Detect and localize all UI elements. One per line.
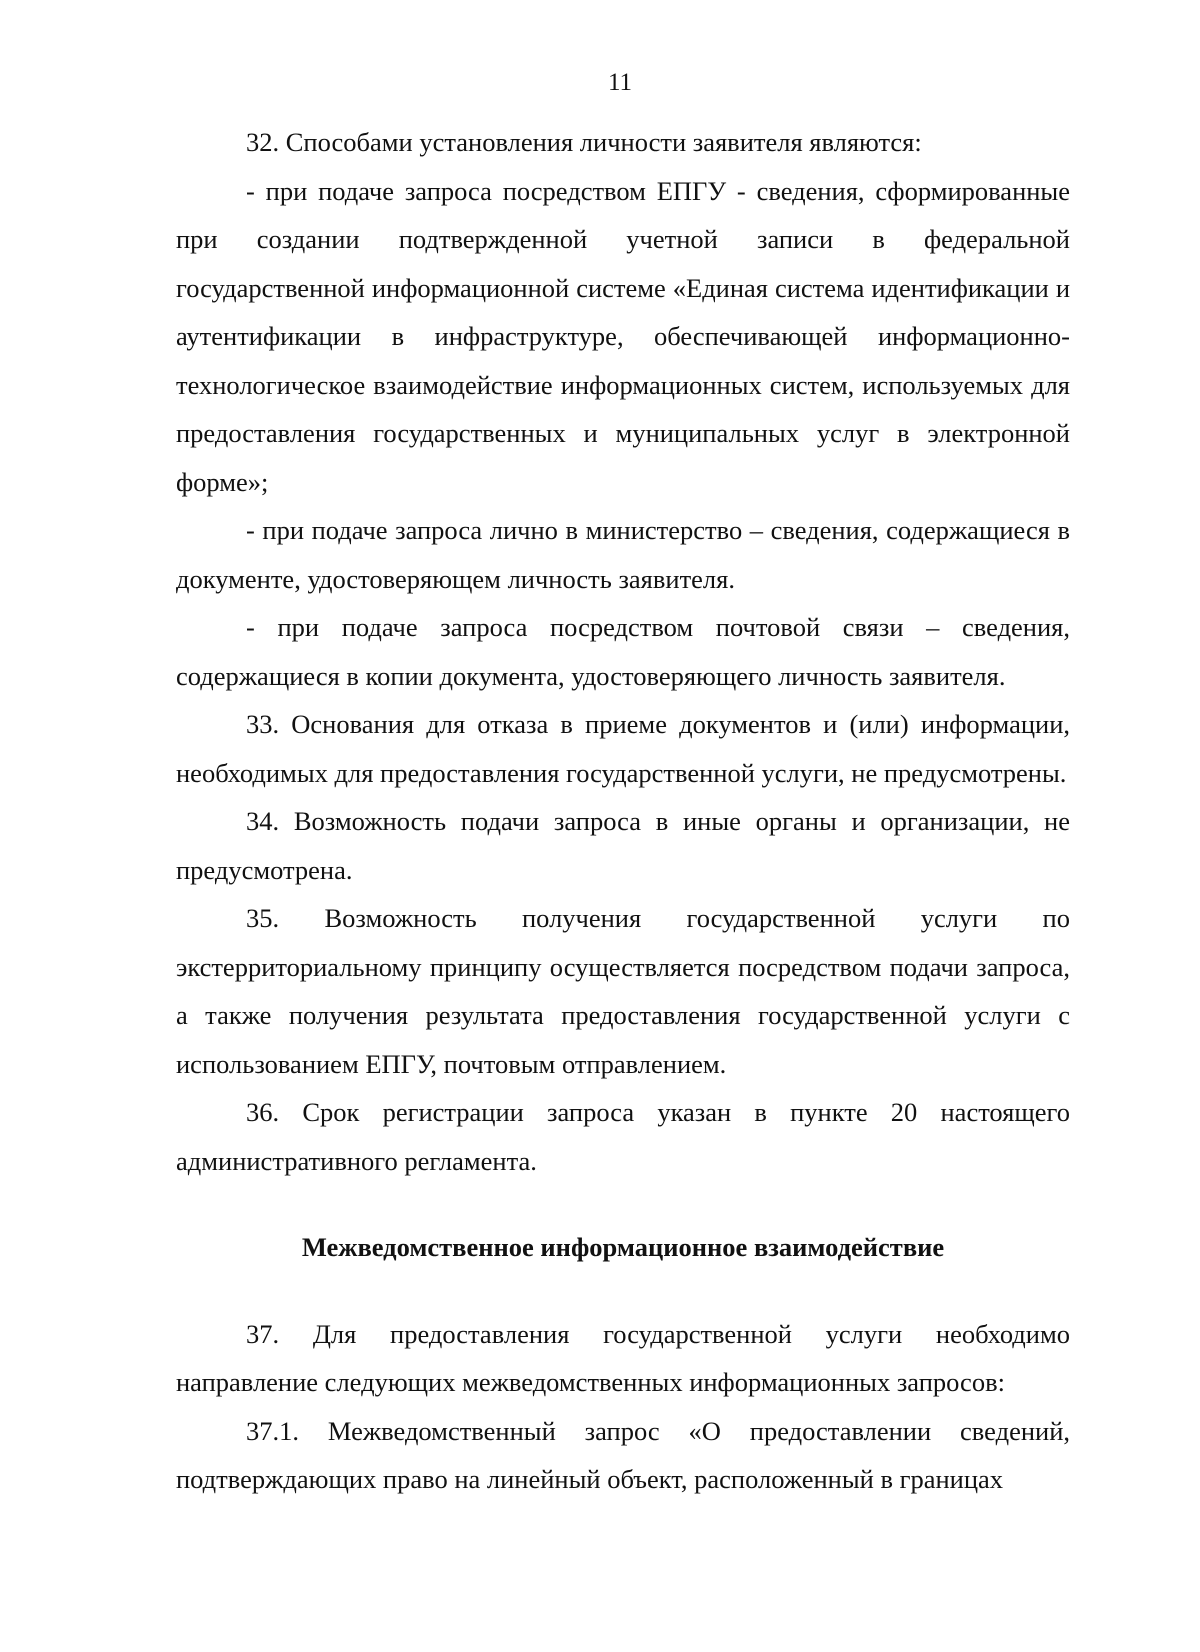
paragraph-32-item-mail: - при подаче запроса посредством почтовой связи – сведения, содержащиеся в копии документа, удостоверяющего личность заявителя. bbox=[176, 612, 1070, 691]
paragraph-32-item-in-person: - при подаче запроса лично в министерство – сведения, содержащиеся в документе, удостоверяющем личность заявителя. bbox=[176, 515, 1070, 594]
paragraph-37-1: 37.1. Межведомственный запрос «О предоставлении сведений, подтверждающих право на линейный объект, расположенный в границах bbox=[176, 1415, 1070, 1494]
paragraph-34: 34. Возможность подачи запроса в иные органы и организации, не предусмотрена. bbox=[176, 806, 1070, 885]
document-body bbox=[176, 118, 1070, 1504]
paragraph-32: 32. Способами установления личности заявителя являются: bbox=[246, 127, 922, 157]
paragraph-33: 33. Основания для отказа в приеме документов и (или) информации, необходимых для предоставления государственной услуги, не предусмотрены. bbox=[176, 709, 1070, 788]
paragraph-32-item-epgu: - при подаче запроса посредством ЕПГУ - сведения, сформированные при создании подтвержденной учетной записи в федеральной государственной информационной системе «Единая система идентификации и аутентификации в инфраструктуре, обеспечивающей информационно-технологическое взаимодействие информационных систем, используемых для предоставления государственных и муниципальных услуг в электронной форме»; bbox=[176, 175, 1070, 497]
paragraph-37: 37. Для предоставления государственной услуги необходимо направление следующих межведомственных информационных запросов: bbox=[176, 1318, 1070, 1397]
paragraph-36: 36. Срок регистрации запроса указан в пункте 20 настоящего административного регламента. bbox=[176, 1097, 1070, 1176]
paragraph-35: 35. Возможность получения государственной услуги по экстерриториальному принципу осуществляется посредством подачи запроса, а также получения результата предоставления государственной услуги с использованием ЕПГУ, почтовым отправлением. bbox=[176, 903, 1070, 1079]
section-heading: Межведомственное информационное взаимодействие bbox=[301, 1232, 945, 1262]
page-number: 11 bbox=[607, 69, 633, 96]
